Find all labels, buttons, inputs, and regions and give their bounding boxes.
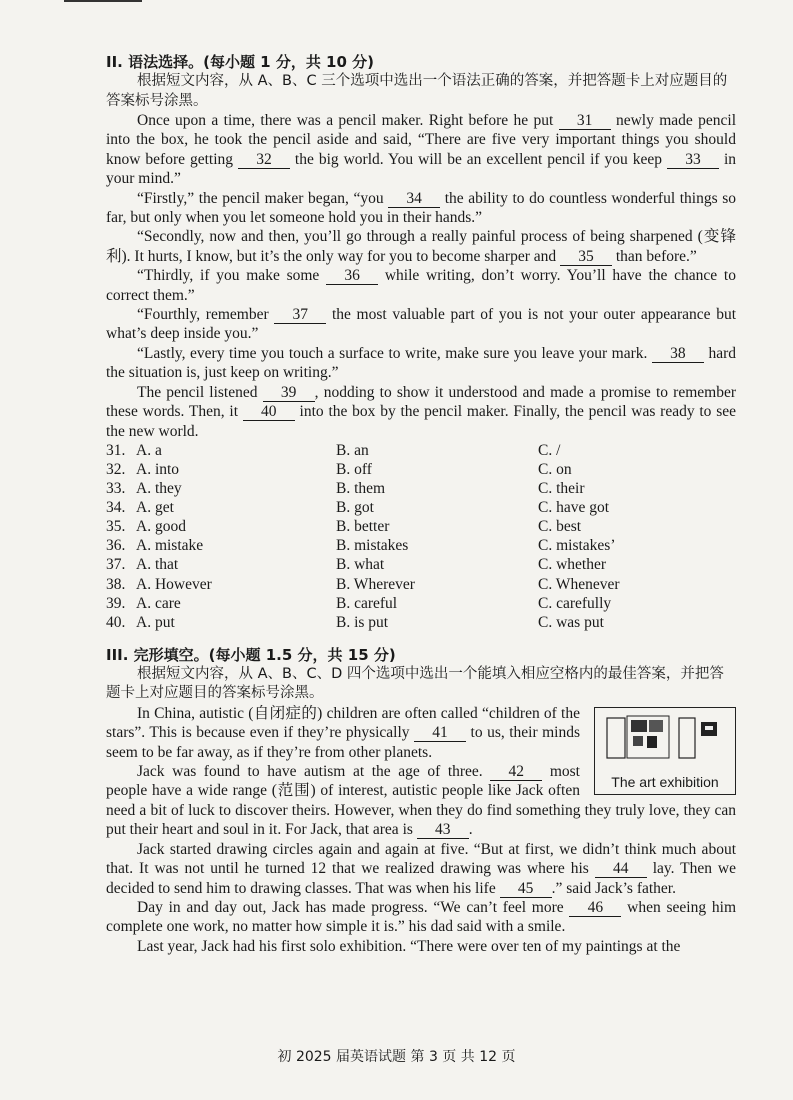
- figure-caption: The art exhibition: [611, 773, 719, 790]
- option-a: A. into: [136, 461, 180, 478]
- option-b: B. off: [336, 461, 372, 478]
- option-b: B. better: [336, 518, 390, 536]
- section-3-title: III. 完形填空。(每小题 1.5 分，共 15 分): [106, 645, 396, 664]
- blank-34: 34: [388, 191, 440, 208]
- option-c: C. was put: [538, 613, 604, 631]
- blank-46: 46: [569, 900, 621, 917]
- blank-35: 35: [560, 249, 612, 266]
- passage-paragraph: Jack started drawing circles again and again at five. “But at first, we didn’t think much about that. It was not until he turned 12 that we realized drawing was where his 44 lay. Then we decided to send him to drawing classes. That was when his life 45 .” said Jack’s father.: [106, 840, 736, 897]
- blank-41: 41: [414, 725, 466, 742]
- option-b: B. is put: [336, 613, 389, 631]
- option-b: B. careful: [336, 594, 398, 612]
- option-row: 32. A. into B. off C. on: [106, 460, 736, 479]
- blank-42: 42: [490, 764, 542, 781]
- option-row: 35. A. good B. better C. best: [106, 517, 736, 536]
- option-row: 34. A. get B. got C. have got: [106, 498, 736, 517]
- option-c: C. their: [538, 480, 585, 498]
- passage-paragraph: “Thirdly, if you make some 36 while writing, don’t worry. You’ll have the chance to correct them.”: [106, 267, 736, 304]
- blank-31: 31: [559, 113, 611, 130]
- option-a: A. get: [136, 499, 174, 517]
- option-b: B. what: [336, 556, 385, 574]
- passage-paragraph: The pencil listened 39 , nodding to show it understood and made a promise to remember these words. Then, it 40 into the box by the pencil maker. Finally, the pencil was ready to see the new world.: [106, 383, 736, 440]
- option-c: C. best: [538, 518, 582, 536]
- option-a: A. However: [136, 575, 212, 593]
- option-c: C. carefully: [538, 594, 612, 612]
- blank-38: 38: [652, 346, 704, 363]
- option-c: C. Whenever: [538, 575, 620, 593]
- top-rule: [64, 0, 142, 2]
- blank-37: 37: [274, 307, 326, 324]
- option-a: A. they: [136, 480, 182, 498]
- art-exhibition-figure: [594, 707, 736, 795]
- blank-39: 39: [263, 385, 315, 402]
- option-c: C. /: [538, 441, 561, 459]
- option-row: 37. A. that B. what C. whether: [106, 555, 736, 574]
- passage-paragraph: Once upon a time, there was a pencil maker. Right before he put 31 newly made pencil into the box, he took the pencil aside and said, “There are five very important things you should know before getting 32 the big world. You will be an excellent pencil if you keep 33 in your mind.”: [106, 112, 737, 188]
- section-3: [106, 645, 736, 956]
- blank-43: 43: [417, 822, 469, 839]
- passage-paragraph: “Lastly, every time you touch a surface to write, make sure you leave your mark. 38 hard the situation is, just keep on writing.”: [106, 344, 736, 382]
- option-a: A. a: [136, 441, 162, 459]
- passage-paragraph: “Firstly,” the pencil maker began, “you 34 the ability to do countless wonderful things so far, but only when you let someone hold you in their hands.”: [106, 189, 736, 227]
- option-a: A. put: [136, 613, 175, 631]
- option-b: B. Wherever: [336, 575, 415, 593]
- option-a: A. that: [136, 556, 179, 574]
- option-row: 39. A. care B. careful C. carefully: [106, 594, 736, 613]
- option-c: C. whether: [538, 556, 607, 574]
- option-c: C. mistakes’: [538, 537, 616, 555]
- passage-paragraph: In China, autistic (自闭症的) children are often called “children of the stars”. This is because even if they’re physically 41 to us, their minds seem to be far away, as if they’re from other planets.: [106, 704, 580, 761]
- blank-40: 40: [243, 404, 295, 421]
- section-3-instructions: 根据短文内容，从 A、B、C、D 四个选项中选出一个能填入相应空格内的最佳答案，并把答题卡上对应题目的答案标号涂黑。: [106, 665, 724, 702]
- passage-paragraph: Last year, Jack had his first solo exhibition. “There were over ten of my paintings at the: [137, 937, 681, 955]
- blank-36: 36: [326, 268, 378, 285]
- option-b: B. mistakes: [336, 537, 409, 555]
- passage-paragraph: Jack was found to have autism at the age of three. 42 most people have a wide range (范围) of interest, autistic people like Jack often need a bit of luck to discover theirs. However, when they do find something they truly love, they can put their heart and soul in it. For Jack, that area is 43 .: [106, 763, 736, 839]
- option-row: 40. A. put B. is put C. was put: [106, 613, 736, 632]
- option-row: 38. A. However B. Wherever C. Whenever: [106, 575, 736, 594]
- option-row: 31. A. a B. an C. /: [106, 441, 736, 460]
- exam-page: [106, 52, 736, 956]
- blank-33: 33: [667, 152, 719, 169]
- option-a: A. mistake: [136, 537, 204, 555]
- option-row: 36. A. mistake B. mistakes C. mistakes’: [106, 536, 736, 555]
- option-b: B. an: [336, 441, 369, 459]
- options-list: [106, 441, 736, 632]
- option-row: 33. A. they B. them C. their: [106, 479, 736, 498]
- passage-paragraph: “Secondly, now and then, you’ll go through a really painful process of being sharpened (变锋利). It hurts, I know, but it’s the only way for you to become sharper and 35 than before.”: [106, 228, 736, 265]
- option-b: B. them: [336, 480, 386, 498]
- option-c: C. on: [538, 461, 572, 478]
- option-a: A. care: [136, 594, 181, 612]
- option-c: C. have got: [538, 499, 610, 517]
- blank-45: 45: [500, 881, 552, 898]
- option-a: A. good: [136, 518, 186, 536]
- option-b: B. got: [336, 499, 374, 517]
- passage-paragraph: Day in and day out, Jack has made progress. “We can’t feel more 46 when seeing him complete one work, no matter how simple it is.” his dad said with a smile.: [106, 898, 736, 936]
- blank-32: 32: [238, 152, 290, 169]
- passage-paragraph: “Fourthly, remember 37 the most valuable part of you is not your outer appearance but what’s deep inside you.”: [106, 306, 736, 343]
- blank-44: 44: [595, 861, 647, 878]
- section-2-instructions: 根据短文内容，从 A、B、C 三个选项中选出一个语法正确的答案，并把答题卡上对应题目的答案标号涂黑。: [106, 73, 728, 109]
- section-2-title: II. 语法选择。(每小题 1 分，共 10 分): [106, 53, 374, 71]
- page-footer: 初 2025 届英语试题 第 3 页 共 12 页: [277, 1049, 516, 1065]
- exhibition-image-icon: [603, 714, 727, 764]
